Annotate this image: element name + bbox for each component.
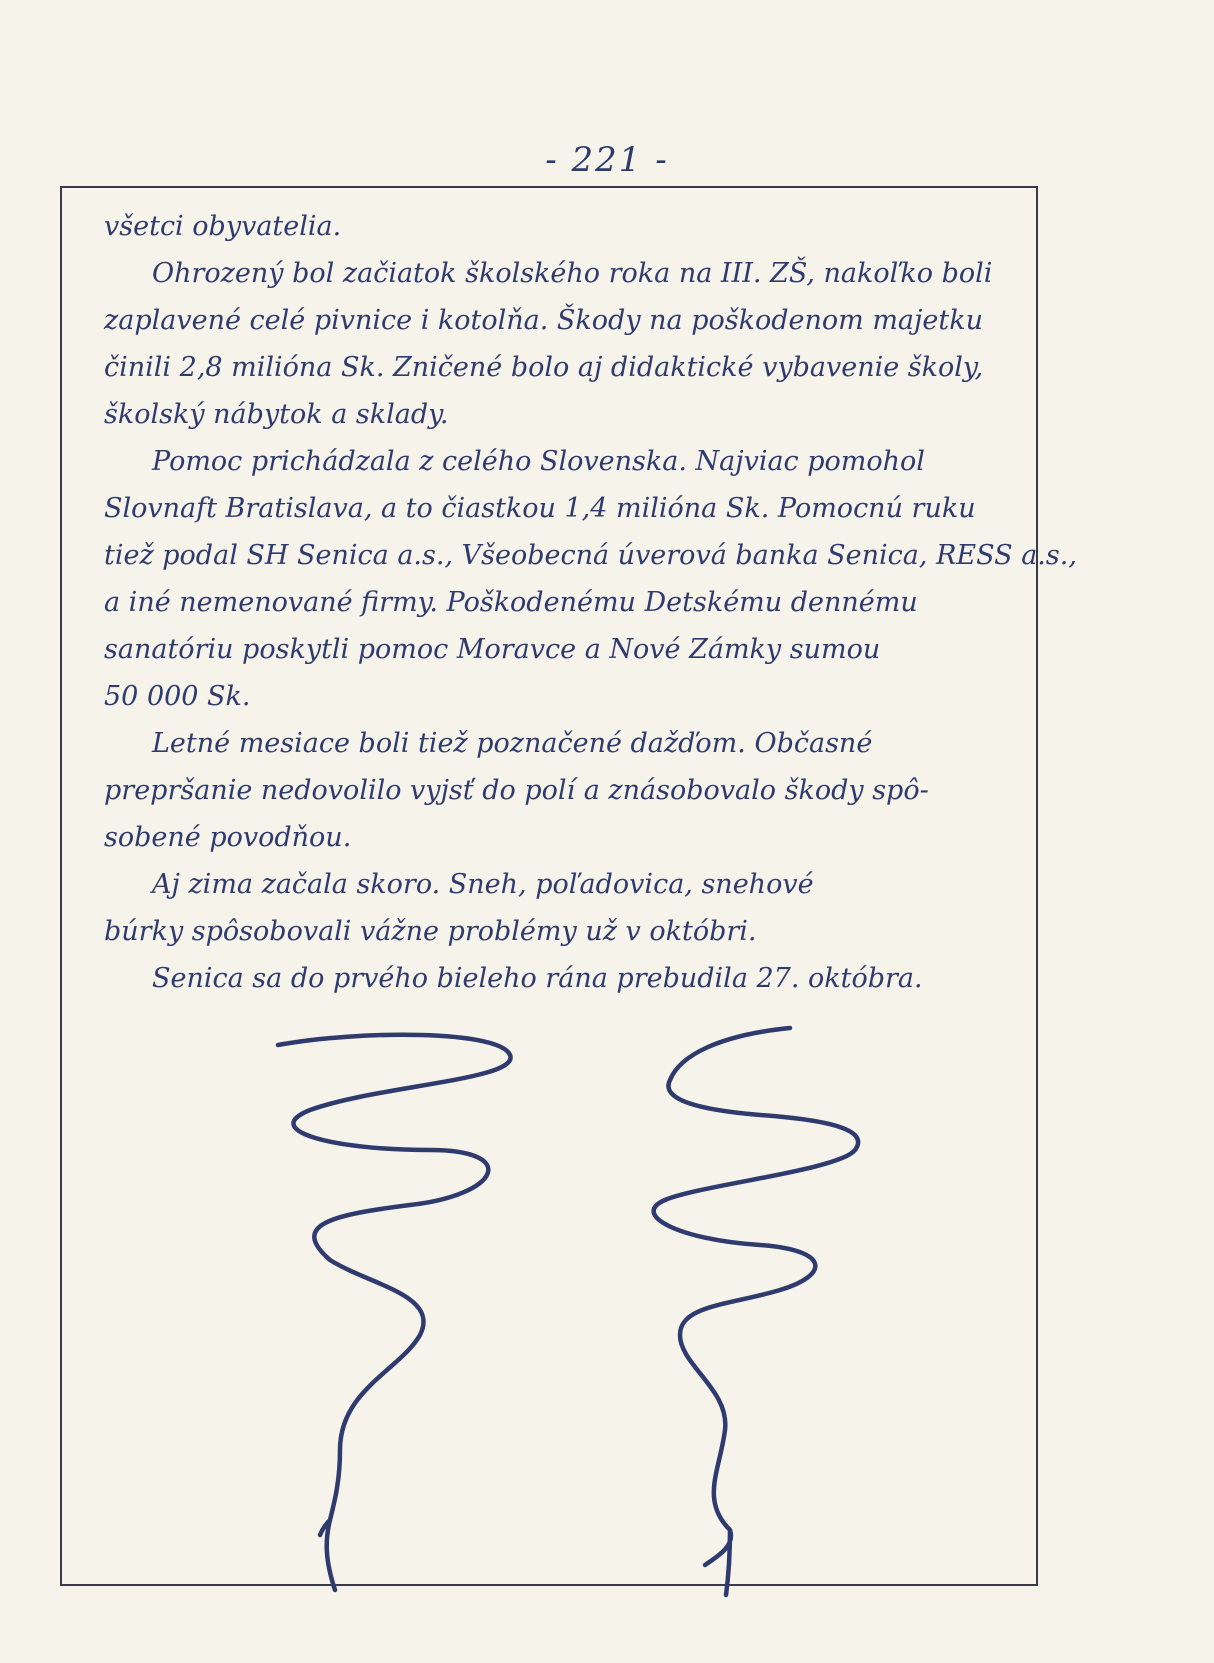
page-number: - 221 - [545,140,669,180]
text-line: 50 000 Sk. [104,681,251,712]
text-line: a iné nemenované firmy. Poškodenému Detskému dennému [104,587,918,618]
text-line: sobené povodňou. [104,822,352,853]
text-line: tiež podal SH Senica a.s., Všeobecná úverová banka Senica, RESS a.s., [104,540,1077,571]
right-squiggle [654,1028,858,1595]
text-line: prepršanie nedovolilo vyjsť do polí a znásobovalo škody spô- [104,775,929,806]
text-line: zaplavené celé pivnice i kotolňa. Škody na poškodenom majetku [104,305,983,336]
text-line: Pomoc prichádzala z celého Slovenska. Najviac pomohol [152,446,925,477]
text-line: činili 2,8 milióna Sk. Zničené bolo aj didaktické vybavenie školy, [104,352,984,383]
text-line: Senica sa do prvého bieleho rána prebudila 27. októbra. [152,963,923,994]
text-line: Ohrozený bol začiatok školského roka na III. ZŠ, nakoľko boli [152,258,993,289]
text-line: všetci obyvatelia. [104,211,342,242]
text-line: Letné mesiace boli tiež poznačené dažďom. Občasné [152,728,873,759]
text-line: školský nábytok a sklady. [104,399,449,430]
text-line: búrky spôsobovali vážne problémy už v októbri. [104,916,757,947]
text-line: Aj zima začala skoro. Sneh, poľadovica, snehové [152,869,814,900]
text-line: Slovnaft Bratislava, a to čiastkou 1,4 milióna Sk. Pomocnú ruku [104,493,976,524]
text-line: sanatóriu poskytli pomoc Moravce a Nové Zámky sumou [104,634,881,665]
left-squiggle [278,1035,511,1590]
